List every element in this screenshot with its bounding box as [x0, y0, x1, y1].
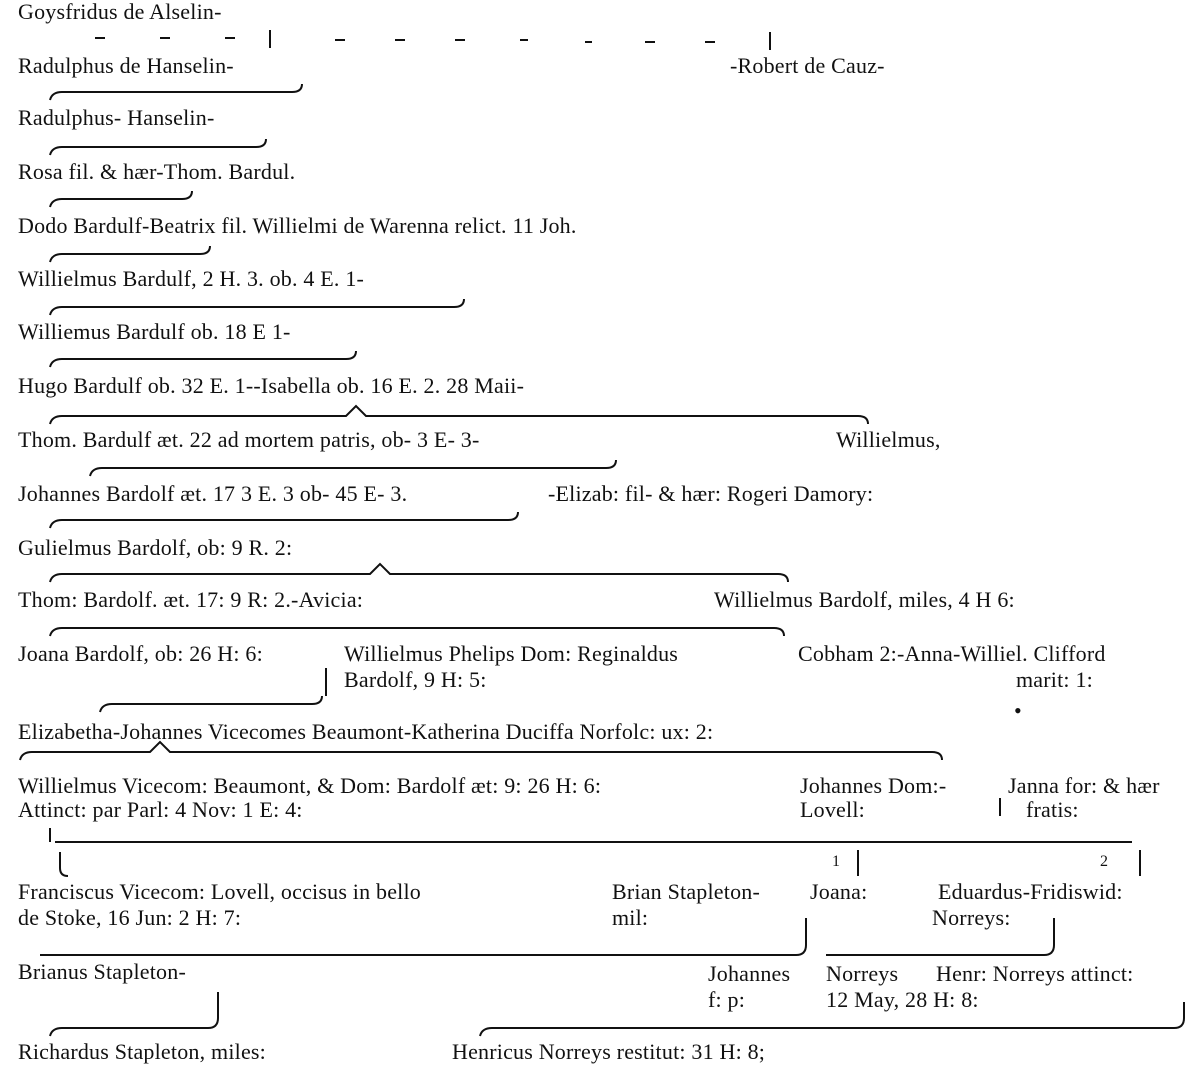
person-joana-bardolf: Joana Bardolf, ob: 26 H: 6:	[18, 641, 263, 666]
person-norreys-note: 12 May, 28 H: 8:	[826, 987, 979, 1012]
person-radulphus-1: Radulphus de Hanselin-	[18, 53, 234, 78]
bracket-1	[50, 84, 302, 100]
person-janna-note: fratis:	[1026, 797, 1079, 822]
person-gulielmus-bardolf: Gulielmus Bardolf, ob: 9 R. 2:	[18, 535, 293, 560]
person-hugo-bardulf: Hugo Bardulf ob. 32 E. 1--Isabella ob. 16 E. 2. 28 Maii-	[18, 373, 525, 398]
bracket-12	[100, 696, 322, 712]
person-henr-norreys: Henr: Norreys attinct:	[936, 961, 1134, 986]
person-brian-stapleton-note: mil:	[612, 905, 649, 930]
person-johannes-lovell-note: Lovell:	[800, 797, 865, 822]
person-willielmus-sibling: Willielmus,	[836, 427, 941, 452]
marriage-number-1: 1	[832, 853, 841, 870]
person-eduardus-norreys-note: Norreys:	[932, 905, 1011, 930]
person-dodo-bardulf: Dodo Bardulf-Beatrix fil. Willielmi de Warenna relict. 11 Joh.	[18, 213, 577, 238]
person-franciscus-lovell-note: de Stoke, 16 Jun: 2 H: 7:	[18, 905, 242, 930]
dotted-link-alselin-cauz	[95, 30, 770, 50]
person-rosa: Rosa fil. & hær-Thom. Bardul.	[18, 159, 296, 184]
person-willielmus-bardulf-1: Willielmus Bardulf, 2 H. 3. ob. 4 E. 1-	[18, 266, 365, 291]
person-elizabetha-beaumont: Elizabetha-Johannes Vicecomes Beaumont-Katherina Duciffa Norfolc: ux: 2:	[18, 719, 714, 744]
bracket-5	[50, 299, 464, 315]
person-thom-bardulf: Thom. Bardulf æt. 22 ad mortem patris, ob- 3 E- 3-	[18, 427, 480, 452]
person-willielmus-beaumont-note: Attinct: par Parl: 4 Nov: 1 E: 4:	[18, 797, 303, 822]
person-willielmus-beaumont: Willielmus Vicecom: Beaumont, & Dom: Bardolf æt: 9: 26 H: 6:	[18, 773, 602, 798]
bracket-francis	[60, 852, 68, 876]
person-johannes-note: f: p:	[708, 987, 746, 1012]
person-franciscus-lovell: Franciscus Vicecom: Lovell, occisus in bello	[18, 879, 421, 904]
person-willielmus-phelips-note: Bardolf, 9 H: 5:	[344, 667, 487, 692]
marriage-number-2: 2	[1100, 853, 1109, 870]
person-norreys: Norreys	[826, 961, 899, 986]
bracket-4	[50, 246, 210, 262]
bracket-13	[20, 742, 942, 760]
person-cobham-anna: Cobham 2:-Anna-Williel. Clifford	[798, 641, 1106, 666]
bracket-11	[50, 628, 784, 636]
person-willielmus-phelips: Willielmus Phelips Dom: Reginaldus	[344, 641, 679, 666]
person-henricus-norreys: Henricus Norreys restitut: 31 H: 8;	[452, 1039, 766, 1064]
person-radulphus-2: Radulphus- Hanselin-	[18, 105, 215, 130]
person-johannes-bardolf: Johannes Bardolf æt. 17 3 E. 3 ob- 45 E- 3.	[18, 481, 408, 506]
person-brianus-stapleton: Brianus Stapleton-	[18, 959, 186, 984]
person-robert-de-cauz: -Robert de Cauz-	[730, 53, 885, 78]
bracket-3	[50, 191, 192, 207]
person-johannes-lovell: Johannes Dom:-	[800, 773, 947, 798]
person-richardus-stapleton: Richardus Stapleton, miles:	[18, 1039, 266, 1064]
person-goysfridus: Goysfridus de Alselin-	[18, 0, 222, 24]
person-williemus-bardulf-2: Williemus Bardulf ob. 18 E 1-	[18, 319, 291, 344]
person-anna-marit-note: marit: 1:	[1016, 667, 1093, 692]
bracket-16	[50, 992, 218, 1036]
person-johannes-norreys: Johannes	[708, 961, 791, 986]
person-joana: Joana:	[810, 879, 868, 904]
bracket-9	[50, 512, 518, 528]
bracket-10	[50, 564, 788, 582]
person-brian-stapleton: Brian Stapleton-	[612, 879, 761, 904]
person-willielmus-bardolf-miles: Willielmus Bardolf, miles, 4 H 6:	[714, 587, 1015, 612]
person-thom-bardolf: Thom: Bardolf. æt. 17: 9 R: 2.-Avicia:	[18, 587, 364, 612]
person-eduardus-fridiswid: Eduardus-Fridiswid:	[938, 879, 1123, 904]
person-elizab-damory: -Elizab: fil- & hær: Rogeri Damory:	[548, 481, 874, 506]
person-janna: Janna for: & hær	[1008, 773, 1160, 798]
bracket-6	[50, 351, 356, 367]
bracket-8	[90, 460, 616, 476]
bracket-7	[50, 406, 868, 424]
ink-dot: •	[1014, 698, 1022, 723]
bracket-2	[50, 139, 266, 155]
